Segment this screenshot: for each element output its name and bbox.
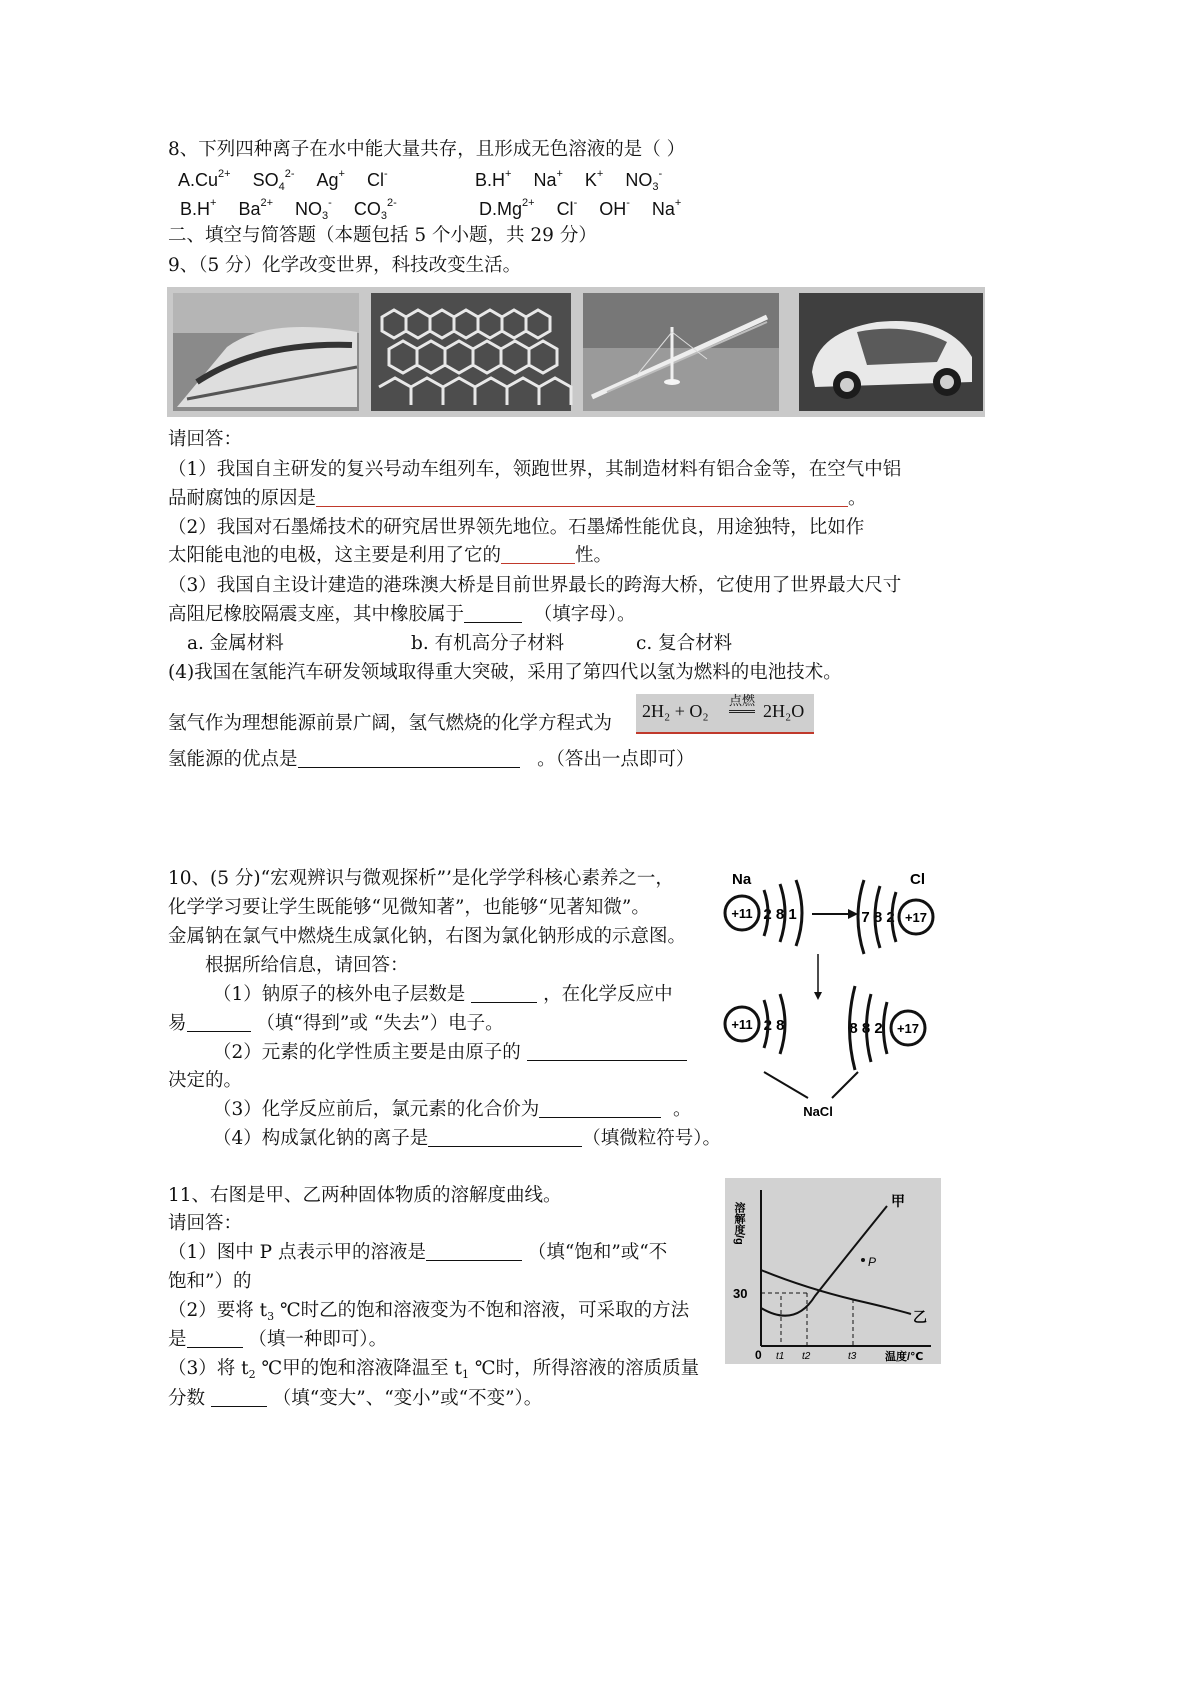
q10-line3: 金属钠在氯气中燃烧生成氯化钠，右图为氯化钠形成的示意图。: [168, 926, 687, 947]
curve-yi-label: 乙: [913, 1309, 927, 1325]
q10-line4: 根据所给信息，请回答：: [205, 955, 409, 976]
q11-sub2-text: （2）要将 t: [168, 1300, 268, 1321]
q9-part2-end: 性。: [575, 545, 613, 566]
cl-ion: [849, 986, 925, 1070]
q9-part4-line3: [168, 748, 694, 772]
na-ion-nucleus: +11: [731, 1017, 753, 1032]
q9-option-c: c. 复合材料: [636, 633, 733, 654]
nacl-product: NaCl: [803, 1104, 833, 1119]
option-letter: D.: [479, 199, 497, 219]
option-letter: B.: [475, 170, 493, 190]
cl-atom-label: Cl: [910, 871, 925, 888]
q10-sub3: [213, 1098, 692, 1122]
cl-nucleus: +17: [904, 910, 928, 925]
q11-sub3-text: （3）将 t: [168, 1358, 249, 1379]
cl-to-nacl-arrow: [832, 1072, 858, 1098]
q10-sub2-text: （2）元素的化学性质主要是由原子的: [213, 1042, 521, 1063]
q10-sub3-blank[interactable]: [539, 1099, 661, 1118]
ion-symbol: $Cu^{2+}$: [195, 168, 231, 190]
solubility-curve-figure: [725, 1178, 941, 1364]
ion-symbol: $SO_4^{2-}$: [252, 168, 295, 193]
q9-part4-text: 氢能源的优点是: [168, 749, 298, 770]
q9-part3-line1: （3）我国自主设计建造的港珠澳大桥是目前世界最长的跨海大桥，它使用了世界最大尺寸: [168, 575, 902, 596]
q11-sub2-text3: 是: [168, 1329, 187, 1350]
q10-sub1-line2: [168, 1012, 504, 1036]
ion-symbol: Na+: [533, 168, 563, 190]
q11-sub3-sub1: 2: [248, 1368, 256, 1381]
q8-option-b: [475, 168, 684, 192]
ion-symbol: K+: [584, 168, 604, 190]
point-p: [861, 1258, 865, 1262]
x-tick-t3: t3: [848, 1351, 857, 1362]
q11-sub3-text5: （填“变大”、“变小”或“不变”）。: [272, 1388, 543, 1409]
ion-symbol: H+: [492, 168, 512, 190]
point-p-label: P: [868, 1255, 877, 1269]
cl-ion-nucleus: +17: [896, 1021, 920, 1036]
q11-sub3-text3: ℃时，所得溶液的溶质质量: [469, 1358, 700, 1379]
q11-sub2-text4: （填一种即可）。: [248, 1329, 388, 1350]
q11-sub1-text: （1）图中 P 点表示甲的溶液是: [168, 1242, 426, 1263]
q9-part3-end: （填字母）。: [533, 604, 636, 625]
q8-stem: 8、下列四种离子在水中能大量共存，且形成无色溶液的是（ ）: [168, 139, 686, 160]
q10-line1: 10、(5 分)“宏观辨识与微观探析”’是化学学科核心素养之一，: [168, 868, 674, 889]
q10-sub2-blank[interactable]: [527, 1042, 687, 1061]
q10-sub2-line2: 决定的。: [168, 1070, 243, 1091]
ion-symbol: $NO_3^-$: [295, 197, 332, 222]
q11-sub2-line2: [168, 1328, 387, 1352]
q11-sub1-line2: 饱和”）的: [168, 1271, 252, 1292]
q10-sub4-text: （4）构成氯化钠的离子是: [213, 1128, 429, 1149]
q9-part2-line2: [168, 544, 612, 568]
equation-answer: [636, 694, 814, 734]
q10-line2: 化学学习要让学生既能够“见微知著”，也能够“见著知微”。: [168, 897, 650, 918]
curve-jia-label: 甲: [891, 1193, 905, 1209]
q9-part3-answer-blank[interactable]: [464, 604, 522, 623]
na-nucleus: +11: [731, 906, 753, 921]
q10-sub1-text3: 易: [168, 1013, 187, 1034]
graphene-image: [371, 293, 571, 411]
ion-symbol: $Ba^{2+}$: [238, 197, 274, 219]
y-tick-30: 30: [733, 1286, 748, 1301]
q11-sub3-sub2: 1: [462, 1368, 469, 1381]
q11-sub3-blank[interactable]: [211, 1388, 267, 1407]
q8-option-d: [479, 197, 703, 221]
na-ion: [725, 994, 785, 1054]
ion-symbol: $CO_3^{2-}$: [353, 197, 397, 222]
ion-symbol: Cl-: [366, 168, 388, 190]
ion-symbol: $Mg^{2+}$: [497, 197, 535, 219]
q9-part4-answer-blank[interactable]: [298, 749, 520, 768]
q8-option-a: [178, 168, 410, 192]
q9-stem: 9、（5 分）化学改变世界，科技改变生活。: [168, 255, 522, 276]
x-axis-label: 温度/℃: [885, 1351, 924, 1363]
option-letter: B.: [180, 199, 198, 219]
q11-sub1-line1: [168, 1241, 667, 1265]
equation-condition: 点燃: [729, 694, 755, 713]
ion-symbol: $NO_3^-$: [625, 168, 663, 193]
ion-symbol: H+: [197, 197, 217, 219]
na-ion-shells: 2 8: [763, 1017, 785, 1034]
x-tick-0: 0: [755, 1348, 762, 1362]
ion-symbol: OH-: [599, 197, 630, 219]
nacl-formation-diagram: [720, 862, 940, 1124]
ion-symbol: Ag+: [316, 168, 345, 190]
q10-sub3-end: 。: [673, 1099, 692, 1120]
cl-ion-shells: 8 8 2: [849, 1020, 883, 1037]
q11-sub1-text2: （填“饱和”或“不: [527, 1242, 668, 1263]
q11-sub2-line1: [168, 1299, 689, 1323]
q11-sub1-blank[interactable]: [426, 1242, 522, 1261]
q10-sub1-blank-a[interactable]: [471, 984, 537, 1003]
q9-part4-line1: (4)我国在氢能汽车研发领域取得重大突破，采用了第四代以氢为燃料的电池技术。: [168, 662, 842, 683]
q9-prompt: 请回答：: [168, 429, 243, 450]
q10-sub1-line1: [213, 983, 673, 1007]
na-atom: [725, 880, 802, 946]
photo-strip-graphic: [167, 287, 985, 417]
q9-part2-text: 太阳能电池的电极，这主要是利用了它的: [168, 545, 502, 566]
q9-part3-line2: [168, 603, 636, 627]
q11-sub2-text2: ℃时乙的饱和溶液变为不饱和溶液，可采取的方法: [274, 1300, 690, 1321]
q9-part4-end: 。（答出一点即可）: [537, 749, 695, 770]
ion-symbol: Cl-: [556, 197, 578, 219]
down-arrow-head: [814, 992, 822, 1000]
q10-sub1-text2: ，在化学反应中: [543, 984, 673, 1005]
q11-sub3-line1: [168, 1357, 699, 1381]
q9-part3-text: 高阻尼橡胶隔震支座，其中橡胶属于: [168, 604, 465, 625]
na-atom-label: Na: [732, 871, 752, 888]
hydrogen-car-image: [799, 293, 983, 411]
option-letter: A.: [178, 170, 196, 190]
q10-sub2-line1: [213, 1041, 687, 1065]
section-title: 二、填空与简答题（本题包括 5 个小题，共 29 分）: [168, 225, 597, 246]
q9-part1-answer-blank[interactable]: [316, 488, 848, 507]
q9-photo-strip: [167, 287, 985, 417]
q8-option-c: [180, 197, 419, 221]
q9-option-b: b. 有机高分子材料: [411, 633, 565, 654]
q9-part1-line1: （1）我国自主研发的复兴号动车组列车，领跑世界，其制造材料有铝合金等，在空气中铝: [168, 459, 902, 480]
na-to-nacl-arrow: [764, 1072, 808, 1098]
q10-sub4-blank[interactable]: [428, 1128, 582, 1147]
q10-sub3-text: （3）化学反应前后，氯元素的化合价为: [213, 1099, 540, 1120]
cl-electron-shells: 7 8 2: [861, 909, 895, 926]
q11-sub2-blank[interactable]: [187, 1329, 243, 1348]
q9-part1-end: 。: [848, 488, 867, 509]
q9-part1-line2: [168, 487, 867, 511]
q11-line2: 请回答：: [168, 1213, 243, 1234]
q11-sub3-text2: ℃甲的饱和溶液降温至 t: [255, 1358, 462, 1379]
q11-sub2-sub: 3: [267, 1310, 275, 1323]
bridge-image: [583, 293, 779, 411]
q9-part4-line2: 氢气作为理想能源前景广阔，氢气燃烧的化学方程式为: [168, 713, 613, 734]
x-tick-t2: t2: [802, 1351, 811, 1362]
q11-sub3-text4: 分数: [168, 1388, 206, 1409]
q10-sub4: [213, 1127, 721, 1151]
q10-sub4-end: （填微粒符号）。: [582, 1128, 722, 1149]
q9-part1-text: 品耐腐蚀的原因是: [168, 488, 317, 509]
equation-left: 2H₂ + O₂: [642, 701, 709, 721]
q10-sub1-text: （1）钠原子的核外电子层数是: [213, 984, 466, 1005]
q9-part2-line1: （2）我国对石墨烯技术的研究居世界领先地位。石墨烯性能优良，用途独特，比如作: [168, 517, 865, 538]
na-electron-shells: 2 8 1: [763, 906, 797, 923]
q9-part2-answer-blank[interactable]: [501, 545, 575, 564]
q11-sub3-line2: [168, 1387, 542, 1411]
cl-atom: [858, 880, 933, 954]
equation-right: 2H₂O: [763, 701, 805, 721]
q11-line1: 11、右图是甲、乙两种固体物质的溶解度曲线。: [168, 1185, 562, 1206]
q10-sub1-text4: （填“得到”或 “失去”）电子。: [256, 1013, 504, 1034]
x-tick-t1: t1: [776, 1351, 785, 1362]
bullet-train-image: [173, 293, 359, 411]
q9-option-a: a. 金属材料: [187, 633, 284, 654]
q10-sub1-blank-b[interactable]: [187, 1013, 251, 1032]
y-axis-label: 溶解度/g: [733, 1202, 745, 1245]
ion-symbol: Na+: [651, 197, 682, 219]
